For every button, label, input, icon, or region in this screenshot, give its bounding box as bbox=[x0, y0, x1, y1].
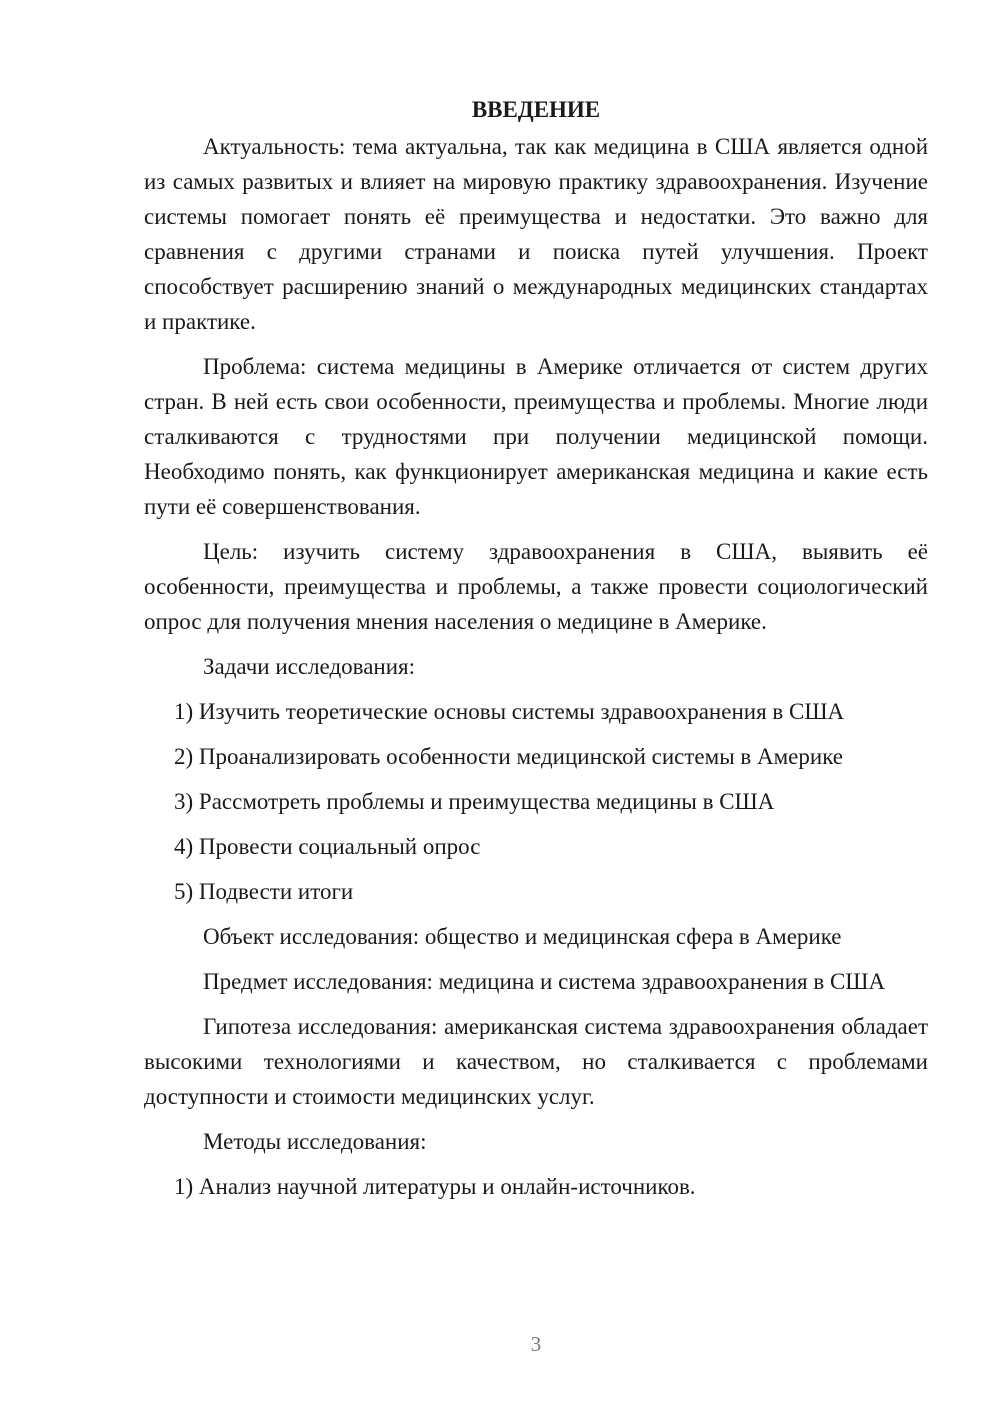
problem-paragraph: Проблема: система медицины в Америке отличается от систем других стран. В ней есть свои особенности, преимущества и проблемы. Многие люди сталкиваются с трудностями при получении медицинской помощи. Необходимо понять, как функционирует американская медицина и какие есть пути её совершенствования. bbox=[144, 354, 928, 519]
method-item: 1) Анализ научной литературы и онлайн-источников. bbox=[174, 1174, 696, 1199]
goal-paragraph: Цель: изучить систему здравоохранения в США, выявить её особенности, преимущества и проблемы, а также провести социологический опрос для получения мнения населения о медицине в Америке. bbox=[144, 539, 928, 634]
object-paragraph: Объект исследования: общество и медицинская сфера в Америке bbox=[203, 924, 842, 949]
page-number: 3 bbox=[530, 1332, 542, 1356]
relevance-paragraph: Актуальность: тема актуальна, так как медицина в США является одной из самых развитых и влияет на мировую практику здравоохранения. Изучение системы помогает понять её преимущества и недостатки. Это важно для сравнения с другими странами и поиска путей улучшения. Проект способствует расширению знаний о международных медицинских стандартах и практике. bbox=[144, 134, 928, 334]
task-item: 3) Рассмотреть проблемы и преимущества медицины в США bbox=[174, 789, 775, 814]
task-item: 1) Изучить теоретические основы системы здравоохранения в США bbox=[174, 699, 845, 724]
hypothesis-paragraph: Гипотеза исследования: американская система здравоохранения обладает высокими технологиями и качеством, но сталкивается с проблемами доступности и стоимости медицинских услуг. bbox=[144, 1014, 928, 1109]
task-item: 5) Подвести итоги bbox=[174, 879, 354, 904]
section-title: ВВЕДЕНИЕ bbox=[471, 97, 601, 122]
page-content bbox=[144, 92, 928, 1214]
tasks-heading: Задачи исследования: bbox=[203, 654, 416, 679]
subject-paragraph: Предмет исследования: медицина и система здравоохранения в США bbox=[203, 969, 886, 994]
task-item: 2) Проанализировать особенности медицинской системы в Америке bbox=[174, 744, 843, 769]
methods-heading: Методы исследования: bbox=[203, 1129, 427, 1154]
task-item: 4) Провести социальный опрос bbox=[174, 834, 481, 859]
